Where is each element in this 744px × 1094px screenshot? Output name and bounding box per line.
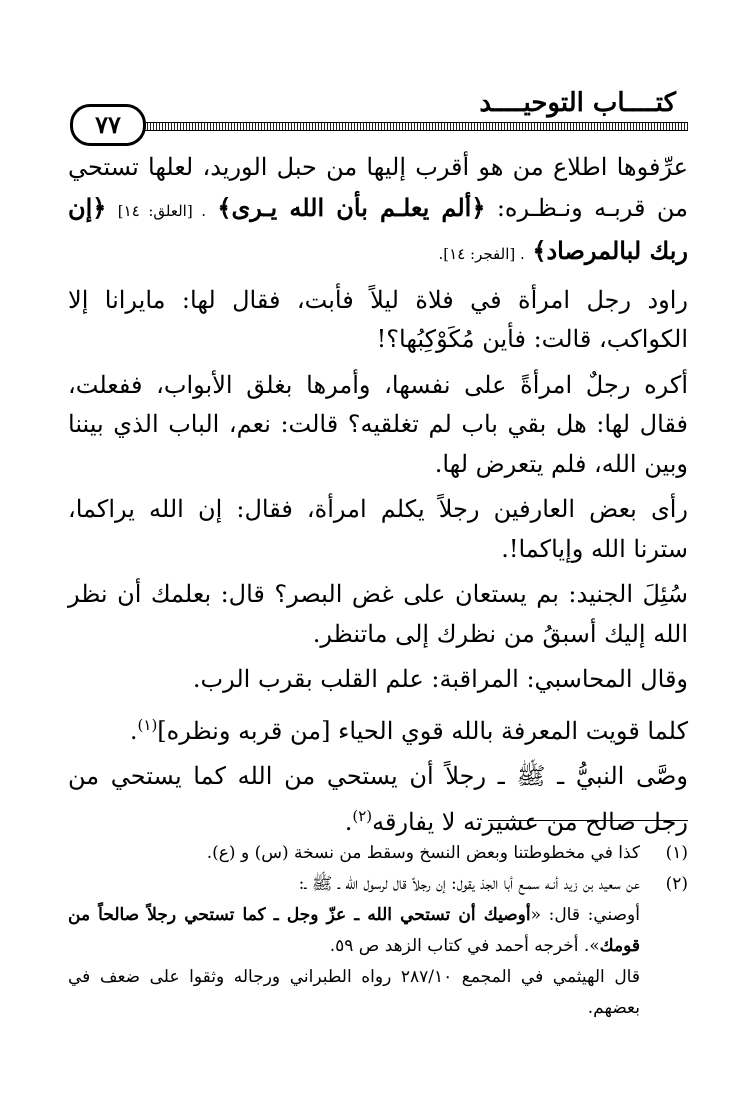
quran-quote-1: ﴿ألم يعلـم بأن الله يـرى﴾ bbox=[217, 192, 486, 222]
quran-reference-2: . [الفجر: ١٤]. bbox=[438, 245, 525, 263]
footnote-ref-2: (٢) bbox=[352, 806, 373, 825]
paragraph-2: راود رجل امرأة في فلاة ليلاً فأبت، فقال لها: مايرانا إلا الكواكب، قالت: فأين مُكَوْكِبُها؟! bbox=[68, 285, 688, 353]
footnote-1-text: كذا في مخطوطتنا وبعض النسخ وسقط من نسخة (س) و (ع). bbox=[206, 843, 640, 863]
main-text bbox=[68, 148, 688, 848]
footnote-1-number: (١) bbox=[665, 843, 688, 863]
quran-quote-2: ﴿إن ربك لبالمرصاد﴾ bbox=[68, 192, 688, 265]
footnote-1 bbox=[68, 838, 688, 869]
footnote-2-text: عن سعيد بن زيد أنـه سمـع أبا الجذ يقول: إن رجلاً قال لرسول الله ـ ﷺ ـ: bbox=[298, 874, 640, 894]
quran-reference-1: . [العلق: ١٤] bbox=[117, 201, 206, 220]
footnote-separator bbox=[488, 820, 688, 821]
paragraph-7-end: . bbox=[129, 716, 138, 745]
paragraph-7 bbox=[68, 706, 688, 752]
paragraph-3: أكره رجلٌ امرأةً على نفسها، وأمرها بغلق الأبواب، ففعلت، فقال لها: هل بقي باب لم تغلقيه؟ قالت: نعم، الباب الذي بيننا وبين الله، فلم يتعرض لها. bbox=[68, 370, 688, 478]
paragraph-6: وقال المحاسبي: المراقبة: علم القلب بقرب الرب. bbox=[192, 665, 688, 693]
page-number: ٧٧ bbox=[70, 104, 146, 146]
paragraph-8 bbox=[68, 757, 688, 842]
header-rule bbox=[132, 122, 688, 131]
paragraph-5: سُئِلَ الجنيد: بم يستعان على غض البصر؟ قال: بعلمك أن نظر الله إليك أسبقُ من نظرك إلى ماتنظر. bbox=[68, 580, 688, 648]
paragraph-4: رأى بعض العارفين رجلاً يكلم امرأة، فقال: إن الله يراكما، سترنا الله وإياكما!. bbox=[68, 495, 688, 563]
paragraph-8-text: وصَّى النبيُّ ـ ﷺ ـ رجلاً أن يستحي من الله كما يستحي من رجل صالح من عشيرته لا يفارقه bbox=[68, 762, 688, 836]
footnote-2-hadith-text: أوصيك أن تستحي الله ـ عزّ وجل ـ كما تستحي رجلاً صالحاً من قومك bbox=[68, 905, 640, 956]
paragraph-8-end: . bbox=[344, 807, 353, 836]
footnotes bbox=[68, 838, 688, 1024]
running-header bbox=[70, 84, 688, 139]
footnote-2-hadith-intro: أوصني: قال: « bbox=[530, 905, 640, 925]
paragraph-1 bbox=[68, 148, 688, 275]
book-title: كتــــاب التوحيــــد bbox=[479, 88, 676, 118]
footnote-2 bbox=[68, 869, 688, 900]
footnote-2-continued bbox=[68, 900, 688, 962]
footnote-ref-1: (١) bbox=[137, 715, 158, 734]
paragraph-1-text: عرِّفوها اطلاع من هو أقرب إليها من حبل الوريد، لعلها تستحي من قربـه ونـظـره: bbox=[68, 153, 688, 222]
footnote-2-grading: قال الهيثمي في المجمع ٢٨٧/١٠ رواه الطبراني ورجاله وثقوا على ضعف في بعضهم. bbox=[68, 967, 640, 1018]
footnote-2-source: ». أخرجه أحمد في كتاب الزهد ص ٥٩. bbox=[329, 936, 600, 956]
footnote-2-number: (٢) bbox=[665, 874, 688, 894]
paragraph-7-text: كلما قويت المعرفة بالله قوي الحياء [من قربه ونظره] bbox=[157, 716, 688, 745]
